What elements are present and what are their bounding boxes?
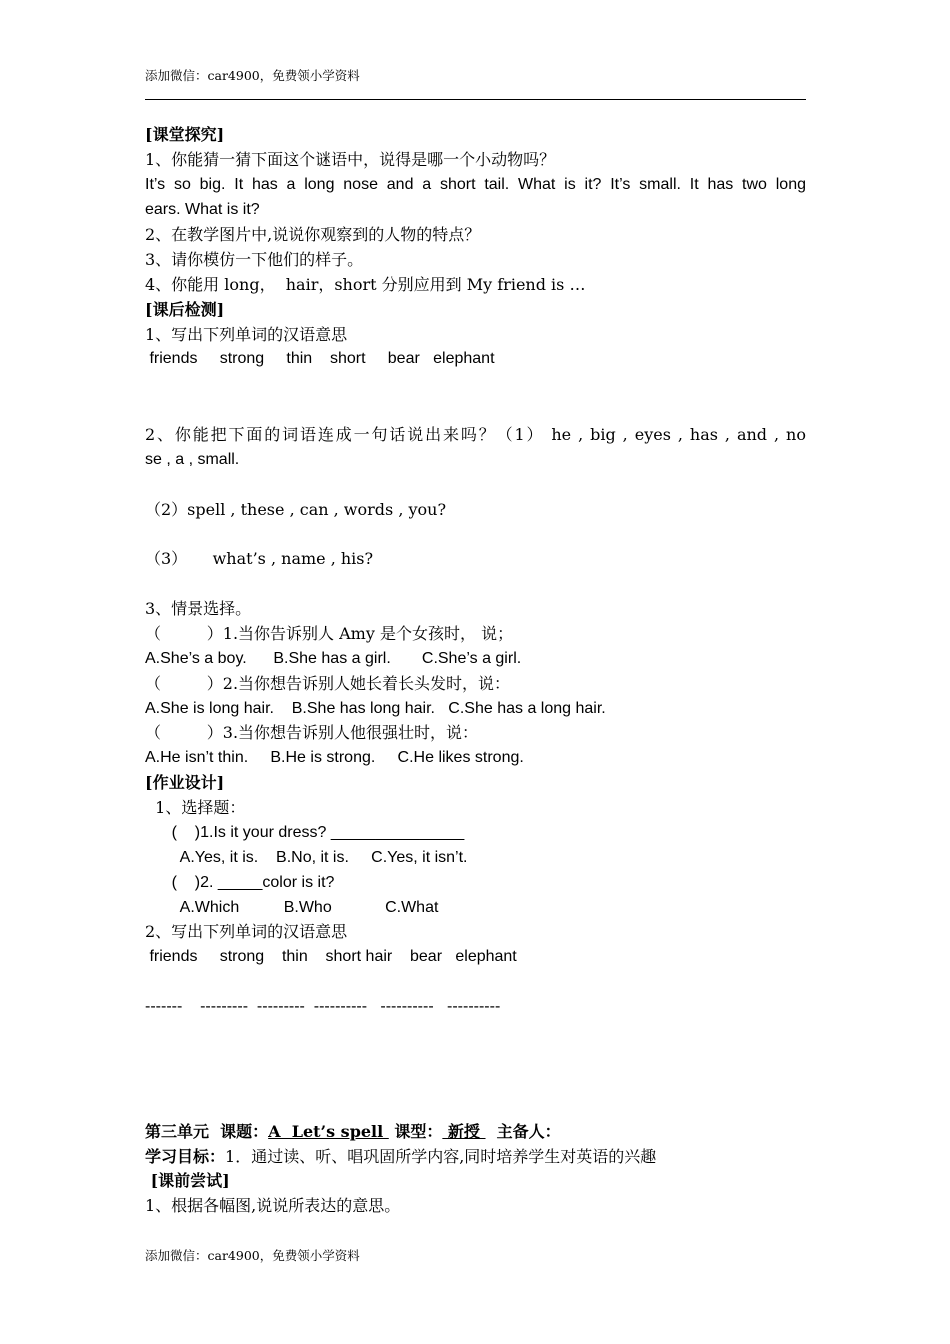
check-question-2-item-3: （3） what’s , name , his?: [145, 549, 374, 568]
homework-question-1: 1、选择题：: [145, 798, 246, 817]
unit-title-line: [145, 1122, 806, 1142]
check-question-1: 1、写出下列单词的汉语意思: [145, 325, 348, 344]
choice-1-options: A.Yes, it is. B.No, it is. C.Yes, it isn’t.: [145, 849, 468, 866]
check-question-2-item-2: （2）spell , these , can , words , you?: [145, 500, 447, 519]
unit-topic: A Let’s spell: [268, 1122, 389, 1141]
pre-class-question-1: 1、根据各幅图,说说所表达的意思。: [145, 1196, 401, 1215]
situation-2: （ ）2.当你想告诉别人她长着长头发时，说：: [145, 674, 511, 693]
unit-type-label: 课型：: [388, 1122, 443, 1141]
check-word-list: friends strong thin short bear elephant: [145, 350, 495, 367]
class-explore-heading: [课堂探究]: [145, 125, 225, 144]
header-rule: [145, 99, 806, 100]
riddle-line-1: It’s so big. It has a long nose and a short tail. What is it? It’s small. It has two long: [145, 176, 806, 193]
explore-question-2: 2、在教学图片中,说说你观察到的人物的特点？: [145, 225, 481, 244]
explore-question-4: 4、你能用 long， hair，short 分别应用到 My friend is …: [145, 275, 586, 294]
page-footer: 添加微信：car4900，免费领小学资料: [145, 1248, 360, 1263]
explore-question-1: 1、你能猜一猜下面这个谜语中，说得是哪一个小动物吗？: [145, 150, 556, 169]
homework-question-2: 2、写出下列单词的汉语意思: [145, 922, 348, 941]
learning-goal-text: 1．通过读、听、唱巩固所学内容,同时培养学生对英语的兴趣: [225, 1147, 657, 1166]
answer-dashes: ------- --------- --------- ---------- ---------- ----------: [145, 998, 501, 1015]
pre-class-heading: [课前尝试]: [145, 1171, 230, 1190]
check-question-2-line-1: 2、你能把下面的词语连成一句话说出来吗？（1） he , big , eyes , has , and , no: [145, 425, 806, 444]
homework-word-list: friends strong thin short hair bear elephant: [145, 948, 517, 965]
choice-1: ( )1.Is it your dress? _______________: [145, 824, 465, 841]
choice-2-options: A.Which B.Who C.What: [145, 899, 439, 916]
after-check-heading: [课后检测]: [145, 300, 225, 319]
riddle-line-2: ears. What is it?: [145, 201, 260, 218]
situation-1-options: A.She’s a boy. B.She has a girl. C.She’s a girl.: [145, 650, 522, 667]
check-question-3: 3、情景选择。: [145, 599, 252, 618]
homework-heading: [作业设计]: [145, 773, 225, 792]
unit-author-label: 主备人：: [485, 1122, 561, 1141]
situation-2-options: A.She is long hair. B.She has long hair. C.She has a long hair.: [145, 700, 606, 717]
situation-3: （ ）3.当你想告诉别人他很强壮时，说：: [145, 723, 479, 742]
situation-3-options: A.He isn’t thin. B.He is strong. C.He likes strong.: [145, 749, 524, 766]
learning-goal-line: [145, 1147, 806, 1167]
unit-type-value: 新授: [442, 1122, 486, 1141]
choice-2: ( )2. _____color is it?: [145, 874, 335, 891]
learning-goal-label: 学习目标：: [145, 1147, 226, 1166]
check-question-2-line-2: se , a , small.: [145, 451, 240, 468]
explore-question-3: 3、请你模仿一下他们的样子。: [145, 250, 364, 269]
unit-title-prefix: 第三单元 课题：: [145, 1122, 269, 1141]
page-header: 添加微信：car4900，免费领小学资料: [145, 68, 360, 83]
situation-1: （ ）1.当你告诉别人 Amy 是个女孩时， 说；: [145, 624, 514, 643]
